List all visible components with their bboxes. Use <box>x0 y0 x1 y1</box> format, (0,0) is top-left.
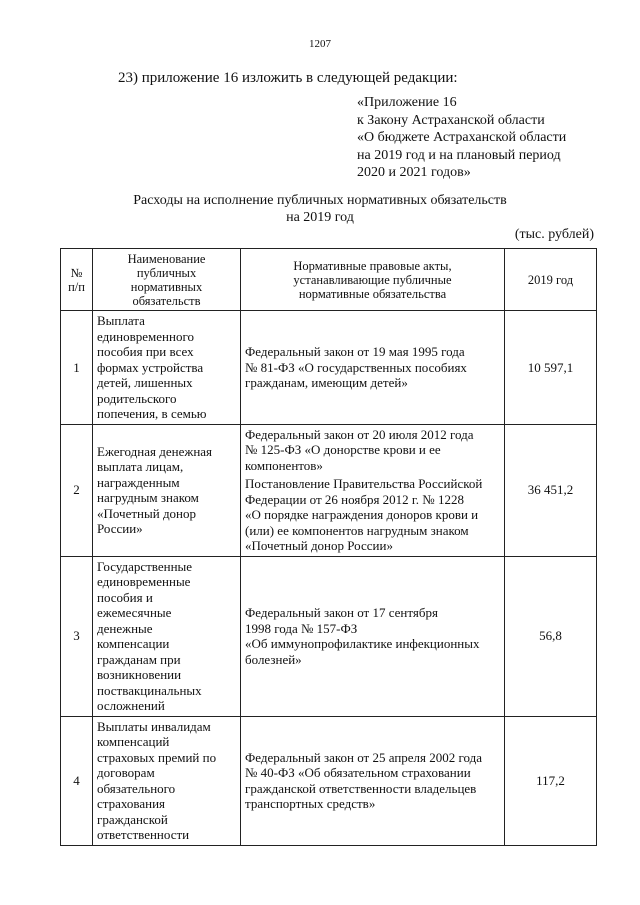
row-number: 2 <box>61 424 93 556</box>
text-line: Ежегодная денежная <box>97 443 213 459</box>
text-line: № <box>70 265 83 280</box>
text-line: Федерации от 26 ноября 2012 г. № 1228 <box>245 491 464 507</box>
appendix-line: «О бюджете Астраханской области <box>357 130 567 145</box>
table-row <box>61 424 597 556</box>
page-number: 1207 <box>309 38 331 50</box>
header-num <box>61 249 93 311</box>
text-line: пособия при всех <box>97 344 194 359</box>
obligation-name <box>93 556 241 716</box>
text-line: нагрудным знаком <box>97 490 199 505</box>
obligations-table <box>60 248 597 846</box>
text-line: попечения, в семью <box>97 406 207 421</box>
text-line: договорам <box>97 765 155 780</box>
amount-2019: 10 597,1 <box>505 311 597 425</box>
text-line: Наименование <box>127 251 206 266</box>
text-line: страхования <box>97 796 166 811</box>
obligation-name <box>93 311 241 425</box>
text-line: гражданам, имеющим детей» <box>245 375 408 390</box>
text-line: «Почетный донор России» <box>245 538 393 553</box>
text-line: Федеральный закон от 17 сентября <box>245 605 438 620</box>
legal-act <box>245 476 500 554</box>
text-line: транспортных средств» <box>245 796 376 811</box>
amendment-text: 23) приложение 16 изложить в следующей редакции: <box>118 70 458 86</box>
header-acts <box>241 249 505 311</box>
text-line: компенсаций <box>97 734 170 749</box>
text-line: ответственности <box>97 827 190 842</box>
text-line: гражданской ответственности владельцев <box>245 780 477 796</box>
text-line: Государственные <box>97 558 193 574</box>
row-number: 4 <box>61 716 93 845</box>
legal-acts <box>241 311 505 425</box>
title-line: Расходы на исполнение публичных нормативных обязательств <box>133 193 507 208</box>
text-line: пособия и <box>97 589 153 605</box>
appendix-line: на 2019 год и на плановый период <box>357 147 561 163</box>
text-line: гражданской <box>97 811 168 827</box>
appendix-line: «Приложение 16 <box>357 95 457 110</box>
table-row <box>61 311 597 425</box>
text-line: Федеральный закон от 20 июля 2012 года <box>245 426 474 442</box>
text-line: (или) ее компонентов нагрудным знаком <box>245 522 469 538</box>
text-line: 2019 год <box>527 272 574 287</box>
text-line: публичных <box>136 265 197 280</box>
text-line: болезней» <box>245 651 302 667</box>
text-line: № 125-ФЗ «О донорстве крови и ее <box>245 442 441 457</box>
table-header-row <box>61 249 597 311</box>
text-line: обязательного <box>97 780 176 796</box>
text-line: гражданам при <box>97 651 181 667</box>
appendix-line: к Закону Астраханской области <box>357 112 545 128</box>
text-line: формах устройства <box>97 359 204 375</box>
text-line: России» <box>97 521 143 536</box>
text-line: осложнений <box>97 698 165 713</box>
legal-act <box>245 605 500 667</box>
legal-acts <box>241 424 505 556</box>
text-line: возникновении <box>97 667 182 682</box>
text-line: устанавливающие публичные <box>293 272 452 287</box>
text-line: «Об иммунопрофилактике инфекционных <box>245 636 480 651</box>
text-line: п/п <box>68 279 85 294</box>
text-line: № 81-ФЗ «О государственных пособиях <box>245 359 467 375</box>
text-line: «Почетный донор <box>97 505 197 521</box>
text-line: поствакцинальных <box>97 682 202 698</box>
text-line: Выплата <box>97 313 145 328</box>
title-line: на 2019 год <box>286 210 354 225</box>
text-line: Постановление Правительства Российской <box>245 476 483 491</box>
legal-act <box>245 427 500 474</box>
text-line: Выплаты инвалидам <box>97 718 211 734</box>
amount-2019: 36 451,2 <box>505 424 597 556</box>
text-line: «О порядке награждения доноров крови и <box>245 507 479 522</box>
text-line: компонентов» <box>245 457 323 473</box>
appendix-header <box>357 94 566 182</box>
amount-2019: 117,2 <box>505 716 597 845</box>
header-name <box>93 249 241 311</box>
obligation-name <box>93 716 241 845</box>
text-line: детей, лишенных <box>97 375 193 390</box>
legal-acts <box>241 716 505 845</box>
text-line: страховых премий по <box>97 749 217 765</box>
text-line: 1998 года № 157-ФЗ <box>245 620 358 636</box>
appendix-line: 2020 и 2021 годов» <box>357 165 471 180</box>
text-line: ежемесячные <box>97 605 172 620</box>
row-number: 1 <box>61 311 93 425</box>
header-value <box>505 249 597 311</box>
text-line: Федеральный закон от 25 апреля 2002 года <box>245 749 483 765</box>
units-label: (тыс. рублей) <box>514 227 594 242</box>
text-line: № 40-ФЗ «Об обязательном страховании <box>245 765 471 780</box>
text-line: нормативных <box>130 279 203 294</box>
legal-act <box>245 344 500 391</box>
text-line: Федеральный закон от 19 мая 1995 года <box>245 344 465 359</box>
text-line: Нормативные правовые акты, <box>293 258 452 273</box>
table-row <box>61 716 597 845</box>
text-line: родительского <box>97 390 177 406</box>
obligation-name <box>93 424 241 556</box>
text-line: денежные <box>97 620 153 636</box>
table-row <box>61 556 597 716</box>
legal-acts <box>241 556 505 716</box>
document-title <box>0 192 640 226</box>
text-line: нормативные обязательства <box>298 286 447 301</box>
text-line: награжденным <box>97 474 180 490</box>
text-line: единовременные <box>97 574 191 589</box>
text-line: единовременного <box>97 328 194 344</box>
text-line: компенсации <box>97 636 170 651</box>
text-line: обязательств <box>132 293 201 308</box>
text-line: выплата лицам, <box>97 459 184 474</box>
legal-act <box>245 750 500 812</box>
row-number: 3 <box>61 556 93 716</box>
amount-2019: 56,8 <box>505 556 597 716</box>
